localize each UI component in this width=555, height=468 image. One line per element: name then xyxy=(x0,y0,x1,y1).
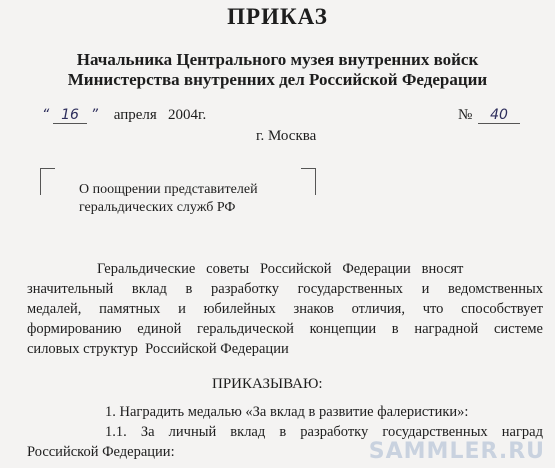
issuer-line-1: Начальника Центрального музея внутренних войск xyxy=(76,50,479,69)
subject-line-2: геральдических служб РФ xyxy=(79,200,236,215)
para-line-2: значительный вклад в разработку государственных и ведомственных xyxy=(27,281,543,297)
document-title: ПРИКАЗ xyxy=(227,4,328,29)
subject-bracket-left xyxy=(40,168,55,195)
subject-bracket-right xyxy=(301,168,316,195)
para-line-3: медалей, памятных и юбилейных знаков отличия, что способствует xyxy=(27,301,543,317)
subject-line-1: О поощрении представителей xyxy=(79,182,258,197)
date-quote-open: “ xyxy=(42,107,50,123)
issuer-line-2: Министерства внутренних дел Российской Федерации xyxy=(67,70,488,89)
number-value: 40 xyxy=(478,107,520,124)
item-1: 1. Наградить медалью «За вклад в развитие фалеристики»: xyxy=(105,404,469,420)
city: г. Москва xyxy=(256,128,317,144)
order-date xyxy=(42,107,206,124)
watermark-logo: SAMMLER.RU xyxy=(368,439,545,464)
para-line-4: формированию единой геральдической концепции в наградной системе xyxy=(27,321,543,337)
item-1-1: 1.1. За личный вклад в разработку государственных наград xyxy=(105,424,543,440)
item-1-1-cont: Российской Федерации: xyxy=(27,444,175,460)
date-quote-close: ” xyxy=(90,107,99,123)
para-line-5: силовых структур Российской Федерации xyxy=(27,341,289,357)
number-label: № xyxy=(458,107,473,123)
date-month-year: апреля 2004г. xyxy=(113,107,207,123)
order-word: ПРИКАЗЫВАЮ: xyxy=(212,376,323,392)
date-day: 16 xyxy=(53,107,87,124)
para-line-1: Геральдические советы Российской Федерации вносят xyxy=(97,261,464,277)
order-number xyxy=(458,107,520,124)
